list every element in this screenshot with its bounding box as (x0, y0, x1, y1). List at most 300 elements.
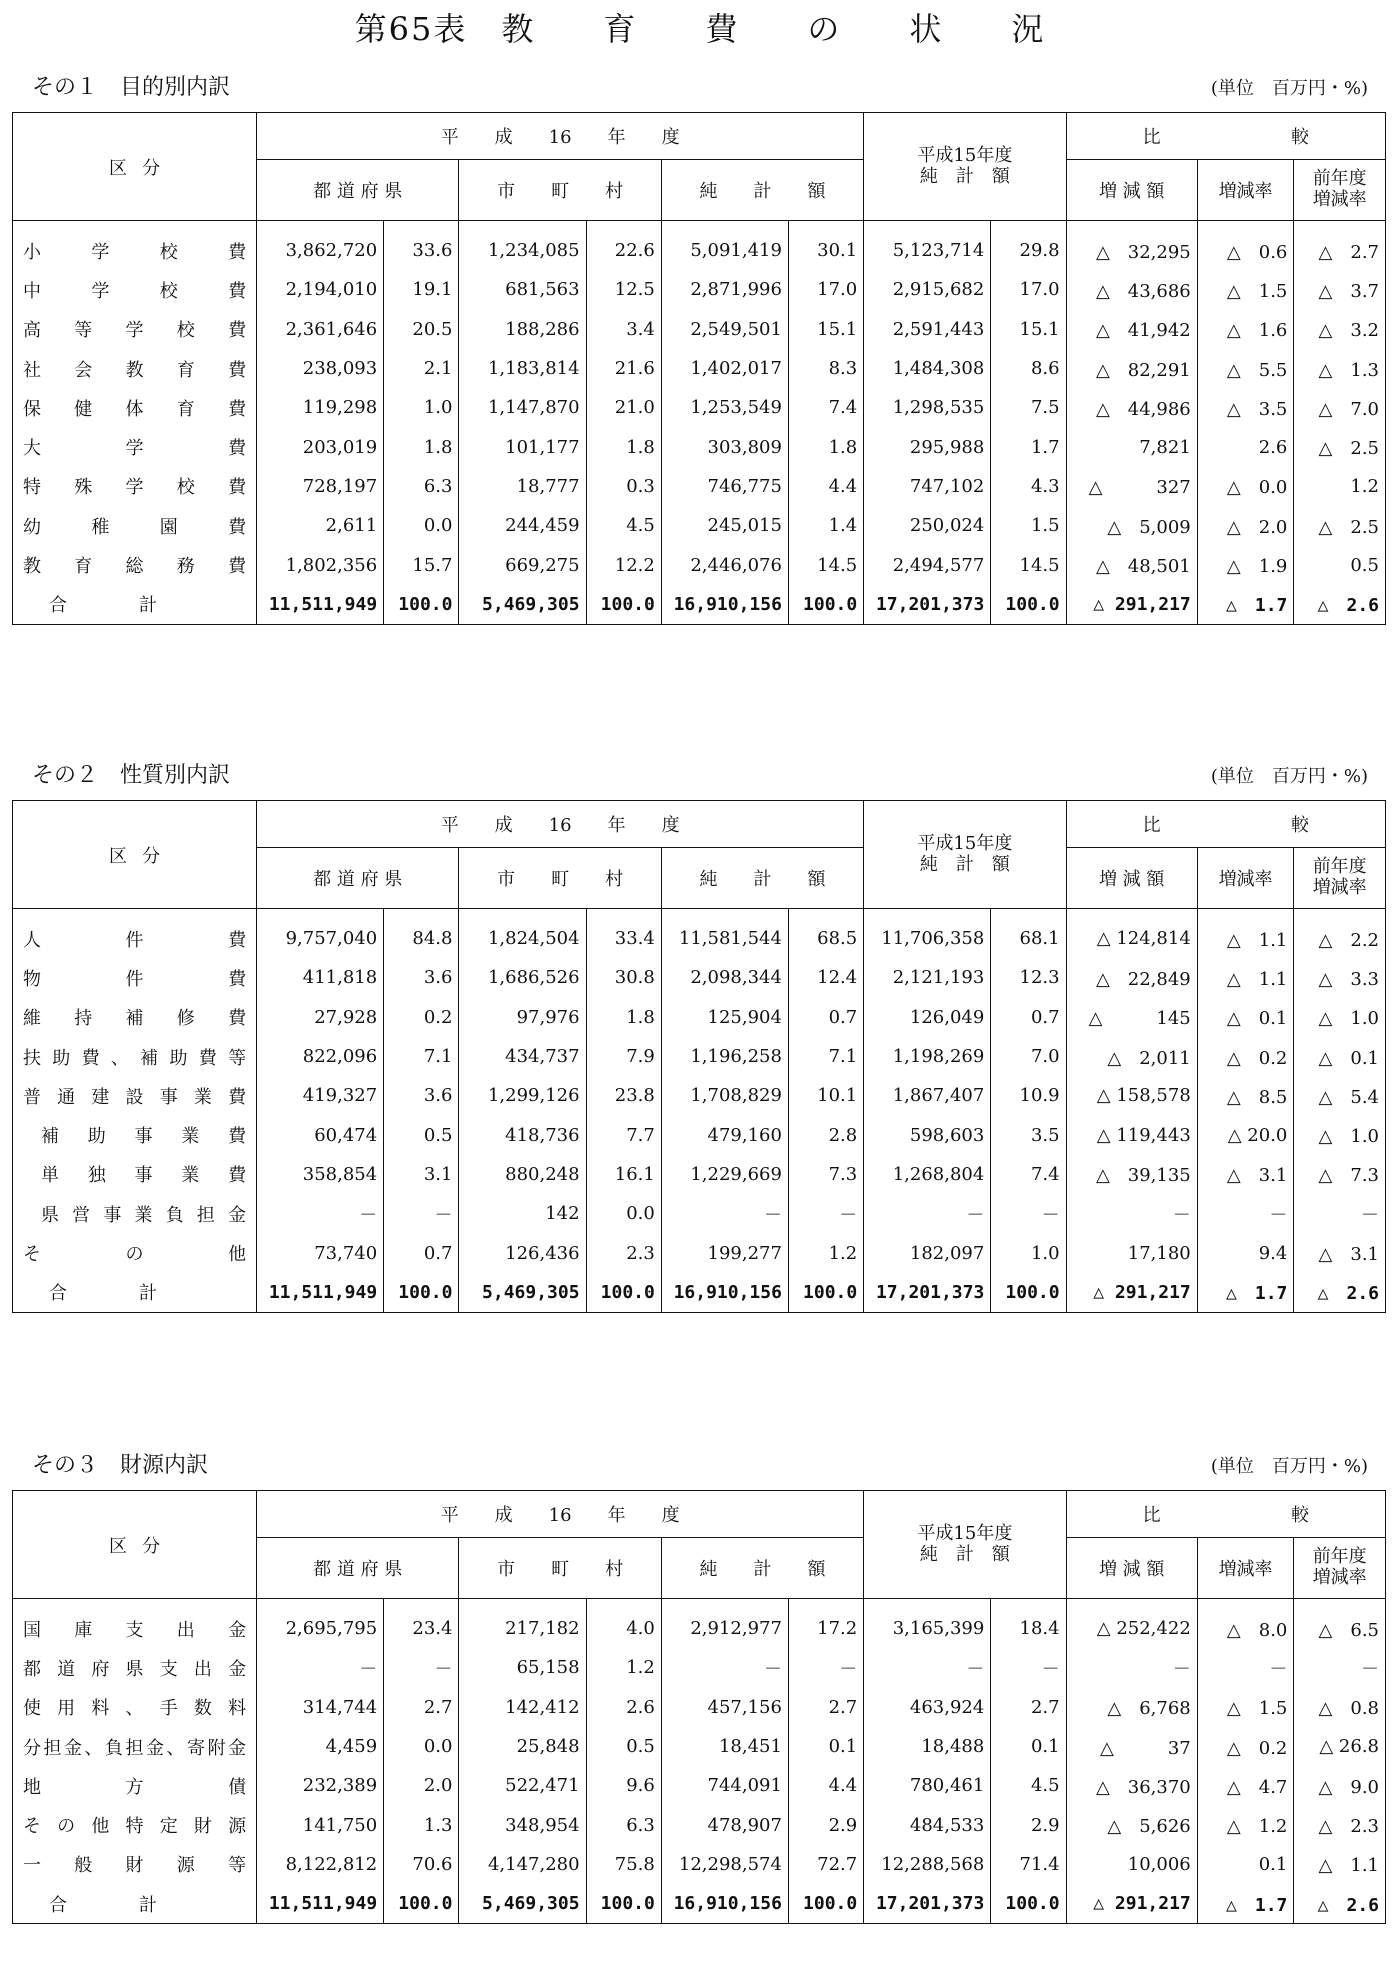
education-expense-table (12, 800, 1386, 1313)
municipality-value: 25,848 (459, 1727, 586, 1766)
prefecture-value: 4,459 (257, 1727, 384, 1766)
row-label: 合 計 (13, 1884, 257, 1924)
municipality-pct: 4.0 (586, 1609, 661, 1648)
net-total-value: 1,402,017 (661, 349, 788, 388)
change-amount: △ 48,501 (1066, 545, 1197, 584)
municipality-value: 522,471 (459, 1766, 586, 1805)
change-amount: △ 291,217 (1066, 1273, 1197, 1313)
net-total-value: 478,907 (661, 1805, 788, 1844)
change-rate: △ 1.5 (1197, 1688, 1294, 1727)
prev-year-rate: △ 2.5 (1294, 427, 1386, 466)
header-change-rate: 増減率 (1197, 1538, 1294, 1599)
fy15-pct: 71.4 (991, 1845, 1066, 1884)
municipality-value: 65,158 (459, 1648, 586, 1687)
change-amount: － (1066, 1648, 1197, 1687)
header-compare: 比 較 (1066, 113, 1385, 160)
fy15-pct: 1.5 (991, 506, 1066, 545)
municipality-pct: 21.0 (586, 388, 661, 427)
net-total-value: 746,775 (661, 467, 788, 506)
fy15-pct: 10.9 (991, 1076, 1066, 1115)
net-total-value: 12,298,574 (661, 1845, 788, 1884)
fy15-pct: 68.1 (991, 919, 1066, 958)
header-net-total: 純 計 額 (661, 160, 863, 221)
prefecture-value: 314,744 (257, 1688, 384, 1727)
prev-year-rate: △ 1.0 (1294, 998, 1386, 1037)
prefecture-pct: 2.7 (384, 1688, 459, 1727)
header-fy15: 平成15年度 純 計 額 (864, 801, 1066, 909)
total-row (13, 1273, 1386, 1313)
header-net-total: 純 計 額 (661, 1538, 863, 1599)
change-rate: 9.4 (1197, 1233, 1294, 1272)
prefecture-pct: 100.0 (384, 585, 459, 625)
fy15-value: 780,461 (864, 1766, 991, 1805)
header-change-rate: 増減率 (1197, 160, 1294, 221)
change-rate: △ 4.7 (1197, 1766, 1294, 1805)
change-amount: △ 37 (1066, 1727, 1197, 1766)
prev-year-rate: △ 3.2 (1294, 310, 1386, 349)
net-total-pct: 17.2 (788, 1609, 863, 1648)
net-total-pct: 30.1 (788, 231, 863, 270)
table-row (13, 545, 1386, 584)
change-amount: △ 82,291 (1066, 349, 1197, 388)
municipality-pct: 6.3 (586, 1805, 661, 1844)
fy15-pct: 2.9 (991, 1805, 1066, 1844)
fy15-value: 1,268,804 (864, 1155, 991, 1194)
net-total-value: 16,910,156 (661, 1273, 788, 1313)
total-row (13, 585, 1386, 625)
change-amount: △ 119,443 (1066, 1115, 1197, 1154)
prev-year-rate: △ 2.6 (1294, 585, 1386, 625)
municipality-pct: 4.5 (586, 506, 661, 545)
section-title: その３ 財源内訳 (32, 1453, 209, 1478)
table-row (13, 1115, 1386, 1154)
row-label: 大学費 (13, 427, 257, 466)
row-label: その他特定財源 (13, 1805, 257, 1844)
net-total-pct: 4.4 (788, 467, 863, 506)
net-total-pct: 7.1 (788, 1037, 863, 1076)
municipality-pct: 100.0 (586, 1884, 661, 1924)
prev-year-rate: △ 1.1 (1294, 1845, 1386, 1884)
header-kubun: 区 分 (13, 113, 257, 221)
municipality-value: 142,412 (459, 1688, 586, 1727)
municipality-pct: 16.1 (586, 1155, 661, 1194)
prefecture-pct: 84.8 (384, 919, 459, 958)
fy15-pct: － (991, 1648, 1066, 1687)
change-amount: 7,821 (1066, 427, 1197, 466)
row-label: 国庫支出金 (13, 1609, 257, 1648)
fy15-pct: 0.7 (991, 998, 1066, 1037)
row-label: 保健体育費 (13, 388, 257, 427)
prev-year-rate: 0.5 (1294, 545, 1386, 584)
fy15-pct: 1.0 (991, 1233, 1066, 1272)
change-rate: △ 3.5 (1197, 388, 1294, 427)
table-row (13, 919, 1386, 958)
row-label: 普通建設事業費 (13, 1076, 257, 1115)
change-amount: 10,006 (1066, 1845, 1197, 1884)
change-rate: △ 5.5 (1197, 349, 1294, 388)
section-title: その２ 性質別内訳 (32, 763, 231, 788)
header-prefecture: 都 道 府 県 (257, 848, 459, 909)
change-rate: △ 20.0 (1197, 1115, 1294, 1154)
prev-year-rate: △ 9.0 (1294, 1766, 1386, 1805)
municipality-pct: 100.0 (586, 1273, 661, 1313)
net-total-value: 1,196,258 (661, 1037, 788, 1076)
education-expense-table (12, 112, 1386, 625)
row-label: 維持補修費 (13, 998, 257, 1037)
fy15-value: 12,288,568 (864, 1845, 991, 1884)
row-label: 地方債 (13, 1766, 257, 1805)
net-total-pct: 0.1 (788, 1727, 863, 1766)
net-total-pct: 100.0 (788, 585, 863, 625)
change-amount: △ 32,295 (1066, 231, 1197, 270)
change-rate: △ 1.7 (1197, 585, 1294, 625)
fy15-value: 1,484,308 (864, 349, 991, 388)
prefecture-pct: 0.7 (384, 1233, 459, 1272)
net-total-pct: 10.1 (788, 1076, 863, 1115)
prefecture-value: 411,818 (257, 958, 384, 997)
prefecture-pct: 20.5 (384, 310, 459, 349)
prefecture-value: 11,511,949 (257, 1273, 384, 1313)
net-total-value: 2,912,977 (661, 1609, 788, 1648)
fy15-pct: 0.1 (991, 1727, 1066, 1766)
net-total-pct: 7.4 (788, 388, 863, 427)
change-rate: 0.1 (1197, 1845, 1294, 1884)
change-amount: △ 44,986 (1066, 388, 1197, 427)
change-rate: △ 1.1 (1197, 919, 1294, 958)
municipality-value: 217,182 (459, 1609, 586, 1648)
table-row (13, 1037, 1386, 1076)
prefecture-pct: 0.0 (384, 1727, 459, 1766)
header-municipality: 市 町 村 (459, 160, 661, 221)
net-total-value: 125,904 (661, 998, 788, 1037)
municipality-value: 1,824,504 (459, 919, 586, 958)
prev-year-rate: △ 3.1 (1294, 1233, 1386, 1272)
page-title: 第65表 教 育 費 の 状 況 (354, 10, 1046, 48)
table-row (13, 1688, 1386, 1727)
municipality-value: 418,736 (459, 1115, 586, 1154)
prefecture-pct: 33.6 (384, 231, 459, 270)
fy15-value: 3,165,399 (864, 1609, 991, 1648)
prefecture-value: － (257, 1194, 384, 1233)
header-change-amount: 増 減 額 (1066, 160, 1197, 221)
change-amount: △ 41,942 (1066, 310, 1197, 349)
fy15-value: 463,924 (864, 1688, 991, 1727)
municipality-pct: 1.8 (586, 427, 661, 466)
header-fy15: 平成15年度 純 計 額 (864, 113, 1066, 221)
fy15-value: 17,201,373 (864, 1884, 991, 1924)
fy15-value: 2,591,443 (864, 310, 991, 349)
row-label: 教育総務費 (13, 545, 257, 584)
prefecture-pct: － (384, 1648, 459, 1687)
prefecture-value: 119,298 (257, 388, 384, 427)
municipality-pct: 75.8 (586, 1845, 661, 1884)
municipality-value: 5,469,305 (459, 1884, 586, 1924)
row-label: 使用料、手数料 (13, 1688, 257, 1727)
row-label: 特殊学校費 (13, 467, 257, 506)
fy15-value: 2,494,577 (864, 545, 991, 584)
prefecture-value: 203,019 (257, 427, 384, 466)
prev-year-rate: △ 2.7 (1294, 231, 1386, 270)
fy15-pct: 3.5 (991, 1115, 1066, 1154)
row-label: 都道府県支出金 (13, 1648, 257, 1687)
row-label: 補助事業費 (13, 1115, 257, 1154)
municipality-pct: 100.0 (586, 585, 661, 625)
header-fy16: 平 成 16 年 度 (257, 113, 864, 160)
fy15-value: 250,024 (864, 506, 991, 545)
prefecture-value: 8,122,812 (257, 1845, 384, 1884)
municipality-value: 5,469,305 (459, 1273, 586, 1313)
municipality-value: 1,183,814 (459, 349, 586, 388)
net-total-pct: 72.7 (788, 1845, 863, 1884)
prefecture-value: 232,389 (257, 1766, 384, 1805)
municipality-pct: 1.2 (586, 1648, 661, 1687)
prefecture-pct: 15.7 (384, 545, 459, 584)
fy15-pct: 100.0 (991, 1884, 1066, 1924)
prev-year-rate: △ 2.6 (1294, 1273, 1386, 1313)
fy15-pct: 12.3 (991, 958, 1066, 997)
header-kubun: 区 分 (13, 801, 257, 909)
municipality-value: 142 (459, 1194, 586, 1233)
change-amount: △ 124,814 (1066, 919, 1197, 958)
prefecture-pct: 3.1 (384, 1155, 459, 1194)
fy15-pct: 14.5 (991, 545, 1066, 584)
prefecture-value: － (257, 1648, 384, 1687)
prev-year-rate: △ 2.3 (1294, 1805, 1386, 1844)
municipality-value: 18,777 (459, 467, 586, 506)
change-amount: △ 291,217 (1066, 585, 1197, 625)
prev-year-rate: － (1294, 1648, 1386, 1687)
prefecture-value: 73,740 (257, 1233, 384, 1272)
fy15-pct: 8.6 (991, 349, 1066, 388)
prev-year-rate: 1.2 (1294, 467, 1386, 506)
table-row (13, 388, 1386, 427)
prev-year-rate: △ 1.0 (1294, 1115, 1386, 1154)
net-total-pct: 1.4 (788, 506, 863, 545)
header-prev-year-rate: 前年度 増減率 (1294, 160, 1386, 221)
education-expense-table (12, 1490, 1386, 1924)
table-row (13, 958, 1386, 997)
net-total-pct: 100.0 (788, 1884, 863, 1924)
table-row (13, 1648, 1386, 1687)
net-total-value: 245,015 (661, 506, 788, 545)
prev-year-rate: △ 2.2 (1294, 919, 1386, 958)
table-row (13, 1845, 1386, 1884)
header-fy16: 平 成 16 年 度 (257, 1491, 864, 1538)
change-rate: △ 1.7 (1197, 1884, 1294, 1924)
prefecture-value: 728,197 (257, 467, 384, 506)
prefecture-value: 2,194,010 (257, 270, 384, 309)
net-total-value: 16,910,156 (661, 1884, 788, 1924)
municipality-pct: 3.4 (586, 310, 661, 349)
change-rate: △ 2.0 (1197, 506, 1294, 545)
fy15-value: 17,201,373 (864, 1273, 991, 1313)
row-label: 合 計 (13, 1273, 257, 1313)
change-rate: △ 1.1 (1197, 958, 1294, 997)
fy15-value: 11,706,358 (864, 919, 991, 958)
prefecture-pct: 70.6 (384, 1845, 459, 1884)
fy15-value: 18,488 (864, 1727, 991, 1766)
change-amount: △ 2,011 (1066, 1037, 1197, 1076)
prev-year-rate: △ 3.3 (1294, 958, 1386, 997)
fy15-value: 747,102 (864, 467, 991, 506)
municipality-value: 4,147,280 (459, 1845, 586, 1884)
table-row (13, 231, 1386, 270)
municipality-value: 1,299,126 (459, 1076, 586, 1115)
change-amount: △ 39,135 (1066, 1155, 1197, 1194)
net-total-pct: 8.3 (788, 349, 863, 388)
row-label: 幼稚園費 (13, 506, 257, 545)
prev-year-rate: △ 2.6 (1294, 1884, 1386, 1924)
row-label: 分担金、負担金、寄附金 (13, 1727, 257, 1766)
change-rate: △ 0.2 (1197, 1727, 1294, 1766)
header-change-rate: 増減率 (1197, 848, 1294, 909)
municipality-value: 348,954 (459, 1805, 586, 1844)
change-amount: △ 158,578 (1066, 1076, 1197, 1115)
change-amount: △ 327 (1066, 467, 1197, 506)
prefecture-pct: 1.8 (384, 427, 459, 466)
change-rate: △ 1.6 (1197, 310, 1294, 349)
municipality-value: 5,469,305 (459, 585, 586, 625)
municipality-value: 188,286 (459, 310, 586, 349)
table-row (13, 506, 1386, 545)
fy15-value: 2,915,682 (864, 270, 991, 309)
table-row (13, 310, 1386, 349)
municipality-pct: 30.8 (586, 958, 661, 997)
municipality-value: 669,275 (459, 545, 586, 584)
municipality-pct: 0.0 (586, 1194, 661, 1233)
fy15-value: 484,533 (864, 1805, 991, 1844)
net-total-pct: 68.5 (788, 919, 863, 958)
change-rate: － (1197, 1648, 1294, 1687)
change-rate: △ 3.1 (1197, 1155, 1294, 1194)
change-rate: △ 0.1 (1197, 998, 1294, 1037)
change-amount: 17,180 (1066, 1233, 1197, 1272)
row-label: 扶助費、補助費等 (13, 1037, 257, 1076)
fy15-pct: 29.8 (991, 231, 1066, 270)
table-row (13, 270, 1386, 309)
prev-year-rate: △ 7.3 (1294, 1155, 1386, 1194)
net-total-value: 744,091 (661, 1766, 788, 1805)
row-label: 県営事業負担金 (13, 1194, 257, 1233)
net-total-value: － (661, 1648, 788, 1687)
municipality-value: 1,147,870 (459, 388, 586, 427)
header-change-amount: 増 減 額 (1066, 848, 1197, 909)
prefecture-pct: 23.4 (384, 1609, 459, 1648)
change-rate: △ 0.2 (1197, 1037, 1294, 1076)
change-amount: △ 6,768 (1066, 1688, 1197, 1727)
fy15-value: 1,198,269 (864, 1037, 991, 1076)
municipality-value: 97,976 (459, 998, 586, 1037)
prefecture-pct: 0.2 (384, 998, 459, 1037)
header-fy15: 平成15年度 純 計 額 (864, 1491, 1066, 1599)
fy15-pct: － (991, 1194, 1066, 1233)
prev-year-rate: △ 0.1 (1294, 1037, 1386, 1076)
table-row (13, 1727, 1386, 1766)
table-row (13, 1805, 1386, 1844)
prefecture-value: 141,750 (257, 1805, 384, 1844)
net-total-pct: － (788, 1648, 863, 1687)
prev-year-rate: △ 3.7 (1294, 270, 1386, 309)
change-rate: △ 8.5 (1197, 1076, 1294, 1115)
fy15-pct: 100.0 (991, 585, 1066, 625)
header-net-total: 純 計 額 (661, 848, 863, 909)
fy15-pct: 18.4 (991, 1609, 1066, 1648)
prefecture-value: 27,928 (257, 998, 384, 1037)
row-label: 人件費 (13, 919, 257, 958)
prefecture-value: 11,511,949 (257, 585, 384, 625)
municipality-value: 126,436 (459, 1233, 586, 1272)
fy15-value: 598,603 (864, 1115, 991, 1154)
prev-year-rate: － (1294, 1194, 1386, 1233)
fy15-value: － (864, 1648, 991, 1687)
prefecture-pct: 3.6 (384, 1076, 459, 1115)
table-row (13, 349, 1386, 388)
prefecture-pct: 2.0 (384, 1766, 459, 1805)
prefecture-value: 358,854 (257, 1155, 384, 1194)
net-total-pct: 14.5 (788, 545, 863, 584)
net-total-pct: 2.9 (788, 1805, 863, 1844)
row-label: 一般財源等 (13, 1845, 257, 1884)
fy15-pct: 4.3 (991, 467, 1066, 506)
prefecture-value: 3,862,720 (257, 231, 384, 270)
net-total-value: 2,098,344 (661, 958, 788, 997)
header-compare: 比 較 (1066, 1491, 1385, 1538)
net-total-value: 1,708,829 (661, 1076, 788, 1115)
fy15-pct: 7.4 (991, 1155, 1066, 1194)
net-total-value: 2,446,076 (661, 545, 788, 584)
table-row (13, 1609, 1386, 1648)
fy15-value: － (864, 1194, 991, 1233)
municipality-value: 101,177 (459, 427, 586, 466)
municipality-pct: 23.8 (586, 1076, 661, 1115)
net-total-value: 1,253,549 (661, 388, 788, 427)
municipality-value: 880,248 (459, 1155, 586, 1194)
net-total-value: 199,277 (661, 1233, 788, 1272)
fy15-pct: 15.1 (991, 310, 1066, 349)
row-label: 高等学校費 (13, 310, 257, 349)
net-total-value: 303,809 (661, 427, 788, 466)
header-prev-year-rate: 前年度 増減率 (1294, 848, 1386, 909)
change-rate: △ 1.5 (1197, 270, 1294, 309)
change-rate: △ 1.2 (1197, 1805, 1294, 1844)
fy15-pct: 1.7 (991, 427, 1066, 466)
prefecture-value: 2,611 (257, 506, 384, 545)
header-change-amount: 増 減 額 (1066, 1538, 1197, 1599)
net-total-pct: 7.3 (788, 1155, 863, 1194)
net-total-pct: 100.0 (788, 1273, 863, 1313)
net-total-value: 2,549,501 (661, 310, 788, 349)
prefecture-pct: 2.1 (384, 349, 459, 388)
row-label: 中学校費 (13, 270, 257, 309)
municipality-pct: 7.7 (586, 1115, 661, 1154)
header-prefecture: 都 道 府 県 (257, 160, 459, 221)
net-total-pct: 4.4 (788, 1766, 863, 1805)
header-municipality: 市 町 村 (459, 1538, 661, 1599)
row-label: 社会教育費 (13, 349, 257, 388)
prefecture-value: 9,757,040 (257, 919, 384, 958)
fy15-pct: 4.5 (991, 1766, 1066, 1805)
municipality-pct: 2.3 (586, 1233, 661, 1272)
total-row (13, 1884, 1386, 1924)
change-amount: △ 5,009 (1066, 506, 1197, 545)
net-total-pct: 17.0 (788, 270, 863, 309)
net-total-value: 11,581,544 (661, 919, 788, 958)
municipality-pct: 33.4 (586, 919, 661, 958)
header-prefecture: 都 道 府 県 (257, 1538, 459, 1599)
municipality-pct: 2.6 (586, 1688, 661, 1727)
prev-year-rate: △ 2.5 (1294, 506, 1386, 545)
row-label: 単独事業費 (13, 1155, 257, 1194)
